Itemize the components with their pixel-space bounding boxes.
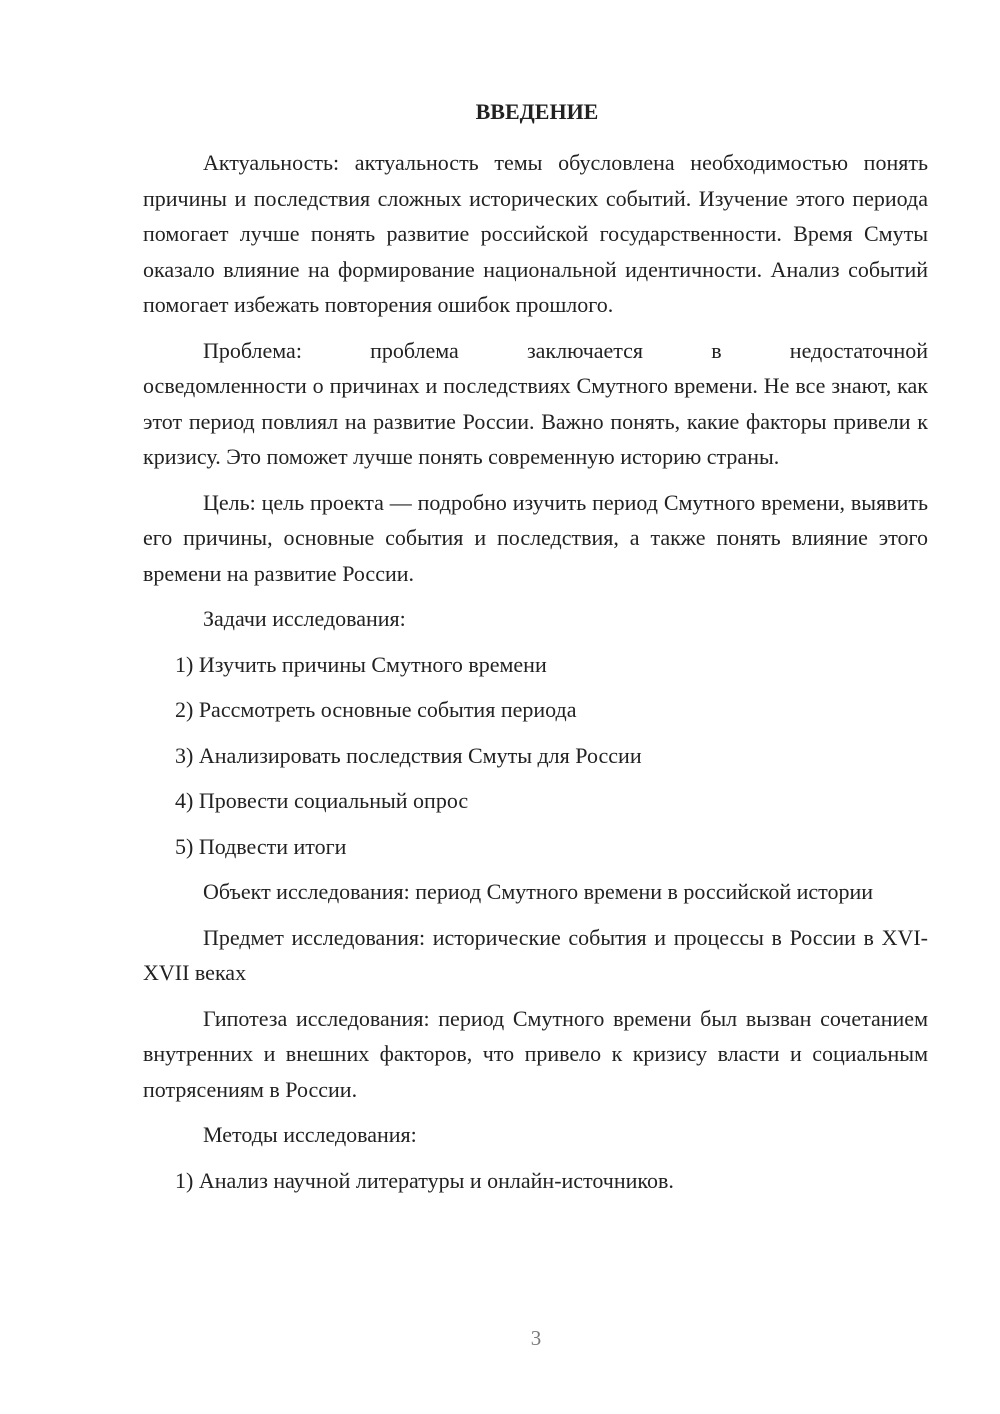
list-item: 5) Подвести итоги	[175, 833, 347, 859]
list-item: 3) Анализировать последствия Смуты для России	[175, 742, 642, 768]
problem-paragraph	[143, 333, 928, 475]
methods-label: Методы исследования:	[203, 1122, 417, 1147]
hypothesis-paragraph: Гипотеза исследования: период Смутного времени был вызван сочетанием внутренних и внешних факторов, что привело к кризису власти и социальным потрясениям в России.	[143, 1005, 928, 1102]
list-item: 4) Провести социальный опрос	[175, 788, 469, 813]
page-number: 3	[530, 1326, 542, 1350]
list-item: 1) Анализ научной литературы и онлайн-источников.	[175, 1167, 674, 1193]
page-content	[143, 97, 928, 1208]
methods-list	[143, 1163, 928, 1199]
list-item: 2) Рассмотреть основные события периода	[175, 697, 577, 722]
list-item: 1) Изучить причины Смутного времени	[175, 651, 547, 677]
page-title: ВВЕДЕНИЕ	[475, 99, 599, 124]
subject-paragraph: Предмет исследования: исторические события и процессы в России в XVI-XVII веках	[143, 924, 928, 985]
problem-rest: осведомленности о причинах и последствиях Смутного времени. Не все знают, как этот период повлиял на развитие России. Важно понять, какие факторы привели к кризису. Это поможет лучше понять современную историю страны.	[143, 373, 928, 469]
tasks-list	[143, 647, 928, 865]
tasks-label: Задачи исследования:	[203, 606, 406, 631]
goal-paragraph: Цель: цель проекта — подробно изучить период Смутного времени, выявить его причины, основные события и последствия, а также понять влияние этого времени на развитие России.	[143, 489, 928, 586]
problem-first-line: Проблема: проблема заключается в недостаточной	[203, 337, 928, 363]
object-paragraph: Объект исследования: период Смутного времени в российской истории	[203, 879, 874, 904]
relevance-paragraph: Актуальность: актуальность темы обусловлена необходимостью понять причины и последствия сложных исторических событий. Изучение этого периода помогает лучше понять развитие российской государственности. Время Смуты оказало влияние на формирование национальной идентичности. Анализ событий помогает избежать повторения ошибок прошлого.	[143, 150, 928, 317]
